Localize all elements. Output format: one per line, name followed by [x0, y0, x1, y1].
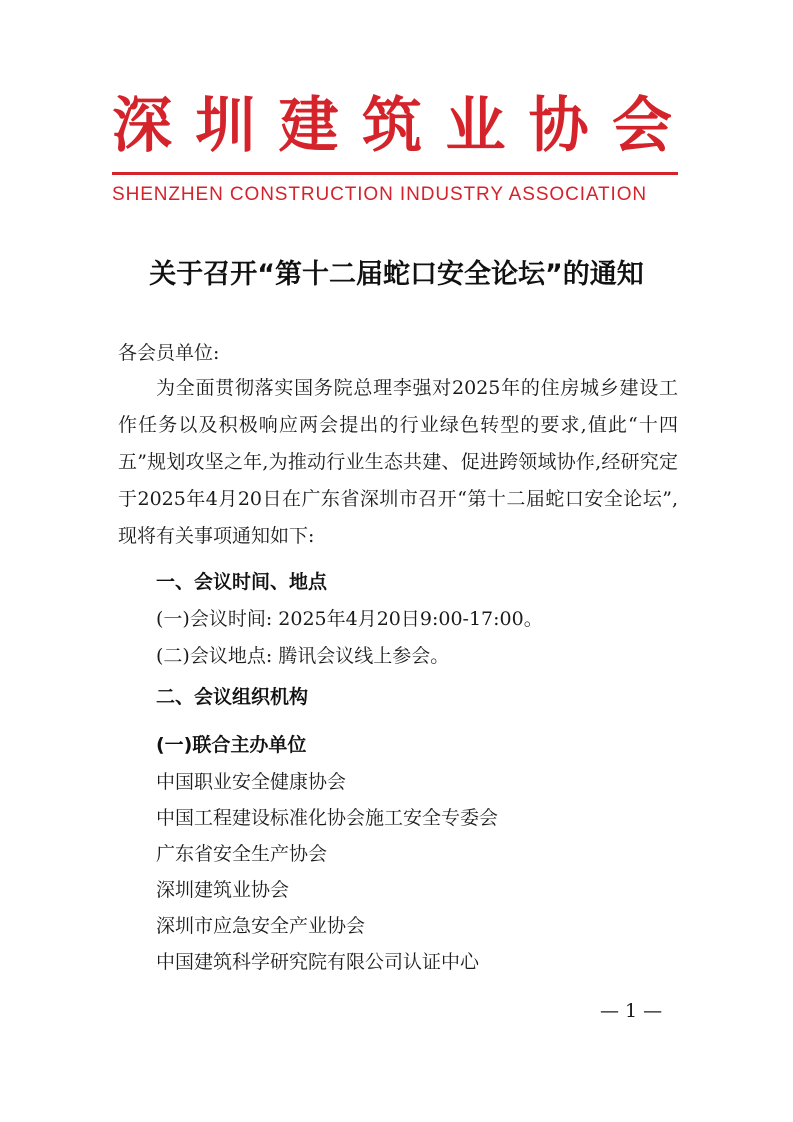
letterhead-char: 业 [445, 91, 506, 161]
page-number: — 1 — [600, 1000, 663, 1022]
section-heading-time-place: 一、会议时间、地点 [156, 571, 328, 593]
letterhead-char: 圳 [195, 91, 256, 161]
salutation: 各会员单位: [118, 342, 220, 364]
letterhead-char: 建 [278, 91, 339, 161]
organizer-item: 中国建筑科学研究院有限公司认证中心 [156, 951, 480, 973]
organizer-item: 中国工程建设标准化协会施工安全专委会 [156, 807, 499, 829]
organizer-item: 深圳建筑业协会 [156, 879, 290, 901]
document-title: 关于召开“第十二届蛇口安全论坛”的通知 [149, 259, 644, 290]
subsection-heading-organizers: (一)联合主办单位 [156, 734, 307, 756]
meeting-place: (二)会议地点: 腾讯会议线上参会。 [156, 645, 450, 667]
organizer-item: 中国职业安全健康协会 [156, 771, 347, 793]
letterhead-char: 深 [112, 91, 172, 161]
organizer-item: 广东省安全生产协会 [156, 843, 328, 865]
letterhead-char: 协 [528, 91, 589, 161]
intro-paragraph: 为全面贯彻落实国务院总理李强对2025年的住房城乡建设工作任务以及积极响应两会提出的行业绿色转型的要求,值此“十四五”规划攻坚之年,为推动行业生态共建、促进跨领域协作,经研究定于2025年4月20日在广东省深圳市召开“第十二届蛇口安全论坛”,现将有关事项通知如下: [118, 377, 678, 547]
letterhead-divider [112, 172, 678, 175]
organizer-item: 深圳市应急安全产业协会 [156, 915, 366, 937]
section-heading-organization: 二、会议组织机构 [156, 686, 309, 708]
letterhead-char: 筑 [361, 91, 422, 161]
letterhead-char: 会 [611, 91, 672, 161]
letterhead-english-name: SHENZHEN CONSTRUCTION INDUSTRY ASSOCIATION [112, 184, 648, 205]
meeting-time: (一)会议时间: 2025年4月20日9:00-17:00。 [156, 608, 543, 630]
letterhead-title [112, 88, 672, 164]
